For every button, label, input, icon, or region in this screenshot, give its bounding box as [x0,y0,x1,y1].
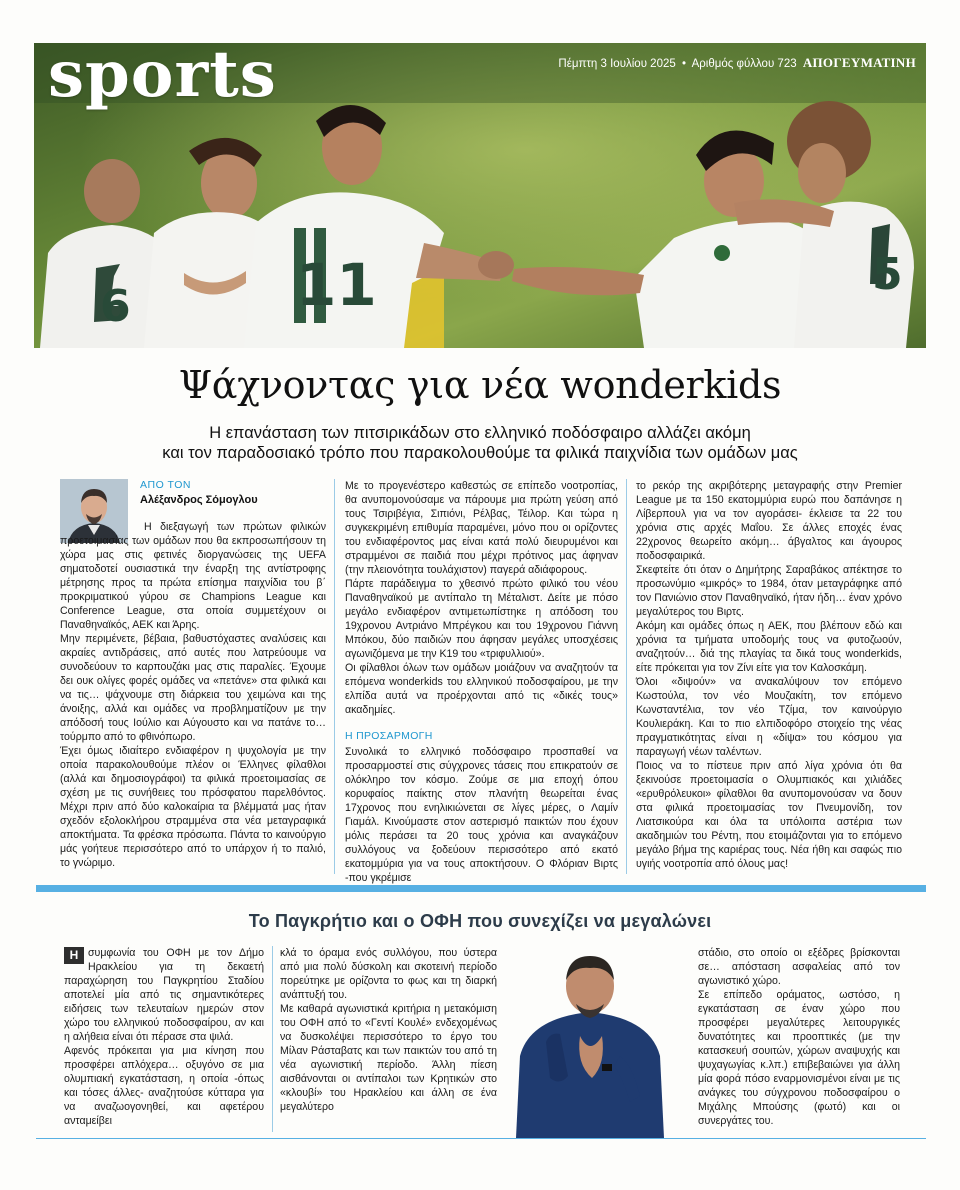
newspaper-name: ΑΠΟΓΕΥΜΑΤΙΝΗ [802,55,916,70]
section-brand: sports [48,43,277,112]
issue-info [558,55,916,71]
box-column-1 [64,946,264,1128]
paragraph: Μην περιμένετε, βέβαια, βαθυστόχαστες αναλύσεις και ακραίες αντιδράσεις, από αυτές που λατρεύουμε να συνοδεύουν το καρπουζάκι μας στις παραλίες. Έχουμε δει ουκ ολίγες φορές ομάδες να «πετάνε» στα φιλικά και να τις… ψάχνουμε στη διάρκεια του χειμώνα και της άνοιξης, αλλά και ομάδες να προβληματίζουν με την απόδοσή τους Ιούλιο και Αύγουστο και να πατάνε το… τούρμπο από το φθινόπωρο. [60,633,326,743]
author-kicker: ΑΠΟ ΤΟΝ [140,479,191,491]
president-photo [510,946,670,1138]
jersey-number: 6 [100,281,131,332]
author-name: Αλέξανδρος Σόμογλου [140,494,258,506]
box-title: Το Παγκρήτιο και ο ΟΦΗ που συνεχίζει να μεγαλώνει [248,911,712,931]
paragraph: Πάρτε παράδειγμα το χθεσινό πρώτο φιλικό του νέου Παναθηναϊκού με αντίπαλο τη Μέταλιστ. Δείτε με πόσο μεγάλο ενδιαφέρον αντιμετωπίστηκε η απόδοση του 19χρονου Αντριάνο Μπρέγκου και του 19χρονου Γιάννη Μπόκου, δύο παιδιών που άφησαν μεγάλες υποσχέσεις αγωνιζόμενα με την Κ19 του «τριφυλλιού». [345,578,618,660]
paragraph: Σκεφτείτε ότι όταν ο Δημήτρης Σαραβάκος απέκτησε το προσωνύμιο «μικρός» το 1984, όταν μεταγράφηκε από τον Πανιώνιο στον Παναθηναϊκό, ήταν ήδη… έναν χρόνο μεγαλύτερος του Βιρτς. [636,564,902,618]
paragraph: το ρεκόρ της ακριβότερης μεταγραφής στην Premier League με τα 150 εκατομμύρια ευρώ που δαπάνησε η Λίβερπουλ για να τον αγοράσει- έκλεισε τα 22 του χρόνια στις αρχές Μαΐου. Σε άλλες εποχές ένας 22χρονος θεωρείτο ακόμη… άβγαλτος και άγουρος ποδοσφαιρικά. [636,480,902,562]
article-column-2 [345,479,618,885]
paragraph: Η διεξαγωγή των πρώτων φιλικών προετοιμασίας των ομάδων που θα εκπροσωπήσουν τη χώρα μας στις φετινές διοργανώσεις της UEFA σηματοδοτεί ουσιαστικά την έναρξη της αντίστροφης μέτρησης προς τα πρώτα επίσημα παιχνίδια του β΄ προκριματικού γύρου σε Champions League και Conference League, στα οποία συμμετέχουν οι Παναθηναϊκός, ΑΕΚ και Άρης. [60,521,326,631]
paragraph: Σε επίπεδο οράματος, ωστόσο, η εγκατάσταση σε έναν χώρο που προσφέρει μεγαλύτερες λειτουργικές δυνατότητες και προοπτικές (με την κατασκευή σουιτών, χώρων αναψυχής και ψυχαγωγίας κ.λπ.) επιβεβαιώνει για άλλη μία φορά πόσο εναρμονισμένοι είναι με τις ανάγκες του σύγχρονου ποδοσφαίρου ο Μιχάλης Μπούσης (φωτό) και οι συνεργάτες του. [698,989,900,1127]
issue-number: Αριθμός φύλλου 723 [691,58,797,70]
paragraph: Οι φίλαθλοι όλων των ομάδων μοιάζουν να αναζητούν τα επόμενα wonderkids του ελληνικού ποδοσφαίρου, με την ελπίδα αυτά να προέρχονται από τις «δικές τους» ακαδημίες. [345,662,618,716]
article-column-3 [636,479,902,871]
drop-cap: Η [64,947,84,964]
jersey-number: 11 [296,251,377,319]
column-divider [272,946,273,1132]
section-rule [36,885,926,892]
paragraph: Όλοι «διψούν» να ανακαλύψουν τον επόμενο Κωστούλα, τον νέο Μουζακίτη, τον επόμενο Κωνσταντέλια, τον νέο Τζίμα, τον καινούργιο Κουλιεράκη. Και το πιο ελπιδοφόρο στοιχείο της νέας πραγματικότητας είναι η «δίψα» του κόσμου για παραγωγή νέων ταλέντων. [636,676,902,758]
article-headline: Ψάχνοντας για νέα wonderkids [178,363,782,407]
paragraph: Ποιος να το πίστευε πριν από λίγα χρόνια ότι θα ξεκινούσε προετοιμασία ο Ολυμπιακός και χιλιάδες «ερυθρόλευκοι» φίλαθλοι θα ανυπομονούσαν να δουν στα φιλικά προετοιμασίας τον Πνευμονίδη, τον Λιατσικούρα και όλα τα υπόλοιπα αστέρια των ακαδημιών του Ρέντη, που ετοιμάζονται για το επόμενο μεγάλο βήμα της καριέρας τους. Νέα ήθη και σαφώς πιο υγιής νοοτροπία από όλους μας! [636,760,902,870]
section-subhead: Η ΠΡΟΣΑΡΜΟΓΗ [345,730,433,742]
subtitle-line: και τον παραδοσιακό τρόπο που παρακολουθούμε τα φιλικά παιχνίδια των ομάδων μας [162,444,798,462]
column-divider [626,479,627,874]
paragraph: στάδιο, στο οποίο οι εξέδρες βρίσκονται σε… απόσταση ασφαλείας από τον αγωνιστικό χώρο. [698,947,900,987]
paragraph: Έχει όμως ιδιαίτερο ενδιαφέρον η ψυχολογία με την οποία παρακολουθούμε πλέον οι Έλληνες φίλαθλοι (αλλά και δημοσιογράφοι) τα φιλικά προετοιμασίας σε σχέση με τις συνήθειες του πρόσφατου παρελθόντος. Μέχρι πριν από δύο καλοκαίρια τα βλέμματά μας ήταν σχεδόν εξολοκλήρου στραμμένα στα νέα μεταγραφικά αποκτήματα. Τα φρέσκα πρόσωπα. Πάντα το καινούργιο μάς γοήτευε περισσότερο από το υπάρχον ή το παλιό, το γνώριμο. [60,745,326,869]
paragraph: Ακόμη και ομάδες όπως η ΑΕΚ, που βλέπουν εδώ και χρόνια τα τμήματα υποδομής τους να φυτοζωούν, αναζητούν… διά της πλαγίας τα δικά τους wonderkids, είτε πρόκειται για τον Ζίνι είτε για τον Καλοσκάμη. [636,620,902,674]
paragraph: Με το προγενέστερο καθεστώς σε επίπεδο νοοτροπίας, θα ανυπομονούσαμε να πάρουμε μια πρώτη γεύση από τους Τσιριβέγια, Σιπιόνι, Ρέλβας, Τέιλορ. Και τώρα η συγκεκριμένη επιθυμία παραμένει, μόνο που οι ορίζοντες του ενδιαφέροντος μας είναι κατά πολύ διευρυμένοι και στραμμένοι σε παιδιά που μέχρι πρότινος μας άφηναν (την πλειονότητα τουλάχιστον) παγερά αδιάφορους. [345,480,618,576]
paragraph: συμφωνία του ΟΦΗ με τον Δήμο Ηρακλείου για τη δεκαετή παραχώρηση του Παγκρητίου Σταδίου αποτελεί μία από τις σημαντικότερες ειδήσεις των τελευταίων ημερών στον χώρο του ελληνικού ποδοσφαίρου, αν και η αλήθεια είναι ότι πέρασε στα ψιλά. [64,947,264,1043]
bottom-rule [36,1138,926,1139]
column-divider [334,479,335,874]
subtitle-line: Η επανάσταση των πιτσιρικάδων στο ελληνικό ποδόσφαιρο αλλάζει ακόμη [209,424,751,442]
box-column-3 [698,946,900,1128]
paragraph: Αφενός πρόκειται για μια κίνηση που προσφέρει απλόχερα… οξυγόνο σε μια ολυμπιακή εγκατάσταση, η οποία -όπως και τόσες άλλες- αναζητούσε κύτταρα για να αναζωογονηθεί, και αφετέρου ανταμείβει [64,1045,264,1127]
box-column-2 [280,946,497,1114]
hero-photo [34,43,926,348]
article-subtitle [100,423,860,463]
paragraph: κλά το όραμα ενός συλλόγου, που ύστερα από μια πολύ δύσκολη και σκοτεινή περίοδο πορεύτηκε με ορίζοντα το φως και τη διαρκή ανάπτυξή του. [280,947,497,1001]
issue-date: Πέμπτη 3 Ιουλίου 2025 [558,58,676,70]
jersey-number: 5 [872,249,903,300]
paragraph: Με καθαρά αγωνιστικά κριτήρια η μετακόμιση του ΟΦΗ από το «Γεντί Κουλέ» ενδεχομένως να δυσκολέψει περισσότερο το έργο του Μίλαν Ράσταβατς και των παικτών του από τη νέα αγωνιστική περίοδο. Άλλη πίεση αισθάνονται οι αντίπαλοι των Κρητικών στο «κλουβί» του Ηρακλείου και άλλη σε ένα μεγαλύτερο [280,1003,497,1113]
paragraph: Συνολικά το ελληνικό ποδόσφαιρο προσπαθεί να προσαρμοστεί στις σύγχρονες τάσεις που επικρατούν σε ολόκληρο τον κόσμο. Ζούμε σε μια εποχή όπου κορυφαίος παίκτης στον πλανήτη θεωρείται ένας 17χρονος που ενηλικιώνεται σε λίγες μέρες, ο Λαμίν Γιαμάλ. Κινούμαστε στον αστερισμό παικτών που έχουν μόλις περάσει τα 20 τους χρόνια και αναγκάζουν συλλόγους να ξοδεύουν περισσότερο από εκατό εκατομμύρια για να τους αποκτήσουν. Ο Φλόριαν Βιρτς -που γκρέμισε [345,746,618,884]
article-column-1 [60,520,326,870]
issue-separator: • [681,58,686,70]
